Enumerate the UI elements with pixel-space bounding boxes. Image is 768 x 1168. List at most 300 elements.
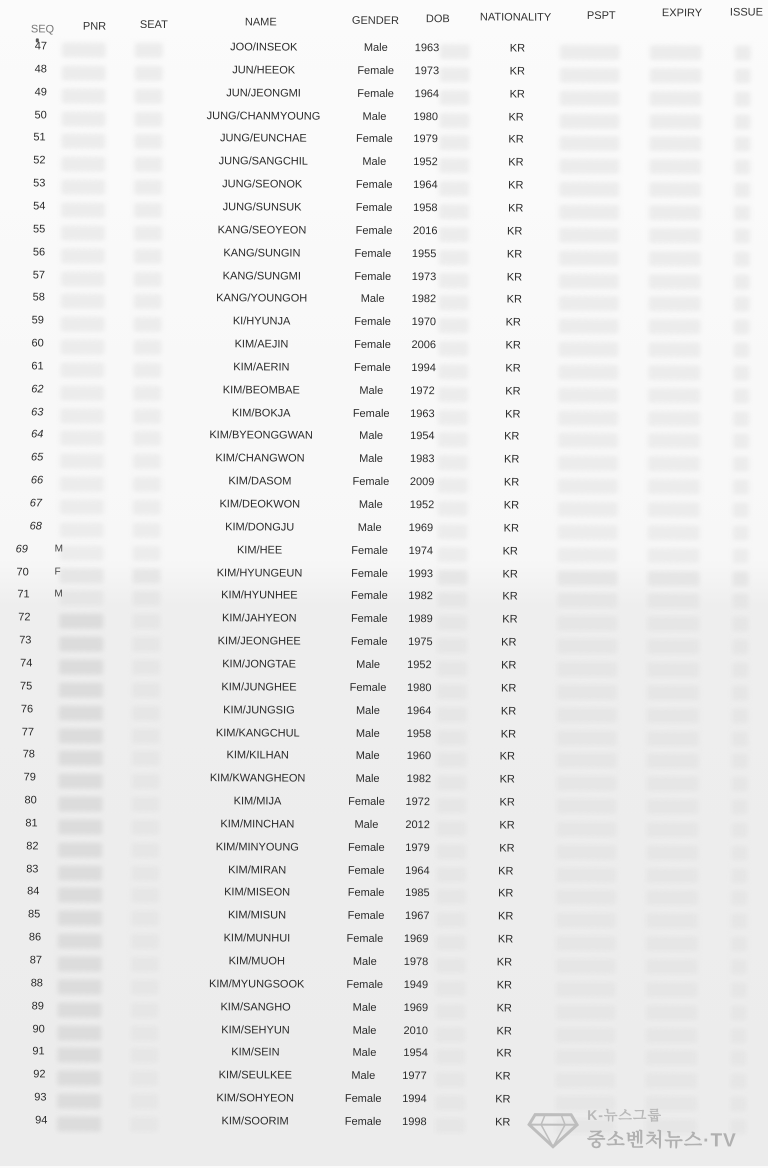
- redacted-cell: [59, 614, 103, 629]
- row-name: KIM/HEE: [237, 544, 282, 556]
- row-nationality: KR: [501, 705, 516, 717]
- row-dob: 1969: [409, 522, 434, 534]
- row-name: KANG/YOUNGOH: [216, 293, 307, 305]
- row-nationality: KR: [502, 614, 517, 626]
- table-row: [0, 429, 766, 454]
- row-nationality: KR: [508, 111, 523, 123]
- redacted-cell: [135, 43, 163, 58]
- row-name: KIM/MINCHAN: [220, 818, 294, 830]
- table-row: [0, 794, 765, 819]
- row-dob: 1985: [405, 887, 430, 899]
- table-row: [0, 566, 766, 591]
- table-row: [0, 474, 766, 499]
- row-gender: Female: [357, 65, 394, 77]
- watermark-line1: K-뉴스그룹: [587, 1105, 662, 1125]
- redacted-cell: [60, 454, 104, 469]
- row-gender: Male: [361, 293, 385, 305]
- row-name: KIM/MYUNGSOOK: [209, 978, 304, 990]
- redacted-cell: [646, 959, 698, 974]
- row-dob: 1952: [407, 659, 432, 671]
- row-gender: Female: [356, 225, 393, 237]
- redacted-cell: [732, 617, 748, 632]
- redacted-cell: [647, 662, 699, 677]
- redacted-cell: [559, 136, 619, 151]
- row-dob: 1969: [404, 1002, 429, 1014]
- row-name: KIM/AERIN: [233, 361, 289, 373]
- row-gender: Female: [353, 476, 390, 488]
- row-name: KIM/MISUN: [228, 910, 286, 922]
- row-dob: 1967: [405, 910, 430, 922]
- row-gender: Female: [351, 544, 388, 556]
- row-name: JOO/INSEOK: [230, 41, 297, 53]
- row-dob: 1949: [404, 979, 429, 991]
- redacted-cell: [436, 981, 466, 996]
- row-name: KIM/BEOMBAE: [223, 384, 300, 396]
- redacted-cell: [438, 341, 468, 356]
- redacted-cell: [556, 867, 616, 882]
- row-nationality: KR: [502, 568, 517, 580]
- redacted-cell: [731, 1005, 747, 1020]
- row-nationality: KR: [498, 934, 513, 946]
- row-seq: 57: [33, 269, 45, 281]
- redacted-cell: [134, 271, 162, 286]
- redacted-cell: [60, 545, 104, 560]
- row-seq: 81: [25, 817, 37, 829]
- redacted-cell: [132, 774, 160, 789]
- row-name: KIM/DASOM: [228, 475, 291, 487]
- redacted-cell: [731, 845, 747, 860]
- redacted-cell: [134, 203, 162, 218]
- row-seq: 71: [17, 589, 29, 601]
- row-gender: Male: [356, 750, 380, 762]
- row-nationality: KR: [504, 431, 519, 443]
- row-seq: 53: [33, 177, 45, 189]
- redacted-cell: [437, 775, 467, 790]
- row-name: KIM/KANGCHUL: [216, 727, 300, 739]
- row-dob: 1954: [410, 430, 435, 442]
- redacted-cell: [648, 548, 700, 563]
- row-dob: 1979: [405, 842, 430, 854]
- row-seq: 85: [28, 909, 40, 921]
- row-gender: Female: [348, 796, 385, 808]
- row-gender: Female: [356, 179, 393, 191]
- redacted-cell: [132, 568, 160, 583]
- row-nationality: KR: [497, 956, 512, 968]
- row-name: KIM/SANGHO: [220, 1001, 290, 1013]
- redacted-cell: [134, 180, 162, 195]
- row-nationality: KR: [504, 477, 519, 489]
- redacted-cell: [558, 365, 618, 380]
- redacted-cell: [649, 136, 701, 151]
- row-nationality: KR: [508, 180, 523, 192]
- redacted-cell: [733, 343, 749, 358]
- row-seq: 80: [24, 794, 36, 806]
- row-dob: 1972: [405, 796, 430, 808]
- row-seq: 76: [21, 703, 33, 715]
- row-name: KIM/HYUNHEE: [221, 590, 297, 602]
- redacted-cell: [437, 753, 467, 768]
- row-nationality: KR: [507, 248, 522, 260]
- redacted-cell: [131, 888, 159, 903]
- redacted-cell: [58, 797, 102, 812]
- redacted-cell: [61, 180, 105, 195]
- redacted-cell: [732, 571, 748, 586]
- redacted-cell: [130, 1025, 158, 1040]
- row-dob: 1998: [402, 1116, 427, 1128]
- redacted-cell: [59, 705, 103, 720]
- row-dob: 1980: [413, 111, 438, 123]
- row-seq: 59: [32, 315, 44, 327]
- redacted-cell: [560, 68, 620, 83]
- redacted-cell: [437, 570, 467, 585]
- row-name: KANG/SEOYEON: [218, 224, 307, 236]
- row-name: JUNG/SEONOK: [222, 178, 302, 190]
- row-name: JUNG/CHANMYOUNG: [207, 110, 321, 122]
- row-seq: 64: [31, 429, 43, 441]
- row-name: JUNG/EUNCHAE: [220, 133, 307, 145]
- row-dob: 1982: [407, 773, 432, 785]
- redacted-cell: [438, 410, 468, 425]
- table-row: [0, 909, 764, 934]
- row-name: KIM/JAHYEON: [222, 612, 297, 624]
- redacted-cell: [134, 226, 162, 241]
- redacted-cell: [647, 593, 699, 608]
- redacted-cell: [647, 639, 699, 654]
- row-gender: Male: [358, 522, 382, 534]
- redacted-cell: [59, 774, 103, 789]
- redacted-cell: [58, 957, 102, 972]
- row-gender: Male: [356, 704, 380, 716]
- header-pnr: PNR: [83, 21, 106, 33]
- redacted-cell: [647, 776, 699, 791]
- redacted-cell: [440, 67, 470, 82]
- table-row: [0, 360, 766, 385]
- manifest-rows: [0, 0, 768, 2]
- row-gender: Female: [345, 1116, 382, 1128]
- redacted-cell: [59, 751, 103, 766]
- table-row: [0, 634, 765, 659]
- row-dob: 1955: [412, 248, 437, 260]
- row-name: KIM/SOHYEON: [216, 1092, 294, 1104]
- row-gender: Female: [348, 887, 385, 899]
- redacted-cell: [733, 525, 749, 540]
- diamond-logo-icon: [527, 1111, 579, 1149]
- redacted-cell: [439, 158, 469, 173]
- row-nationality: KR: [502, 591, 517, 603]
- row-name: KIM/MINYOUNG: [216, 841, 299, 853]
- redacted-cell: [731, 800, 747, 815]
- header-seq: SEQ: [31, 23, 54, 35]
- redacted-cell: [556, 844, 616, 859]
- redacted-cell: [733, 411, 749, 426]
- row-gender: Female: [351, 567, 388, 579]
- redacted-cell: [134, 248, 162, 263]
- table-row: [0, 886, 764, 911]
- redacted-cell: [732, 662, 748, 677]
- redacted-cell: [557, 662, 617, 677]
- redacted-cell: [734, 160, 750, 175]
- row-name: KIM/BOKJA: [232, 407, 291, 419]
- table-row: [0, 292, 767, 317]
- redacted-cell: [648, 479, 700, 494]
- row-nationality: KR: [496, 1025, 511, 1037]
- redacted-cell: [133, 386, 161, 401]
- redacted-cell: [131, 957, 159, 972]
- row-seq: 92: [33, 1069, 45, 1081]
- redacted-cell: [62, 88, 106, 103]
- redacted-cell: [134, 111, 162, 126]
- redacted-cell: [734, 274, 750, 289]
- row-dob: 2010: [403, 1025, 428, 1037]
- redacted-cell: [436, 821, 466, 836]
- row-dob: 1958: [407, 728, 432, 740]
- row-name: KIM/MUNHUI: [224, 932, 291, 944]
- row-gender: Female: [350, 682, 387, 694]
- redacted-cell: [134, 294, 162, 309]
- row-dob: 1972: [410, 385, 435, 397]
- row-name: JUN/JEONGMI: [226, 87, 301, 99]
- redacted-cell: [731, 959, 747, 974]
- row-nationality: KR: [501, 637, 516, 649]
- redacted-cell: [437, 707, 467, 722]
- header-pspt: PSPT: [587, 10, 616, 22]
- redacted-cell: [132, 660, 160, 675]
- redacted-cell: [60, 408, 104, 423]
- row-name: KIM/SEHYUN: [221, 1024, 290, 1036]
- row-dob: 1982: [412, 293, 437, 305]
- row-pnr-fragment: M: [54, 589, 62, 600]
- row-seq: 78: [23, 749, 35, 761]
- redacted-cell: [60, 385, 104, 400]
- row-nationality: KR: [495, 1094, 510, 1106]
- redacted-cell: [555, 1073, 615, 1088]
- redacted-cell: [435, 1095, 465, 1110]
- table-row: [0, 863, 764, 888]
- table-row: [0, 132, 767, 157]
- redacted-cell: [61, 317, 105, 332]
- row-name: KANG/SUNGMI: [223, 270, 301, 282]
- row-seq: 94: [35, 1114, 47, 1126]
- redacted-cell: [61, 157, 105, 172]
- redacted-cell: [57, 1116, 101, 1131]
- row-seq: 70: [16, 566, 28, 578]
- row-dob: 1963: [415, 42, 440, 54]
- row-gender: Female: [354, 339, 391, 351]
- redacted-cell: [57, 1094, 101, 1109]
- row-nationality: KR: [501, 728, 516, 740]
- redacted-cell: [730, 1051, 746, 1066]
- row-seq: 68: [30, 520, 42, 532]
- redacted-cell: [646, 936, 698, 951]
- redacted-cell: [555, 1027, 615, 1042]
- row-dob: 1982: [408, 590, 433, 602]
- redacted-cell: [645, 1073, 697, 1088]
- row-seq: 72: [18, 612, 30, 624]
- table-row: [0, 406, 766, 431]
- redacted-cell: [559, 159, 619, 174]
- row-nationality: KR: [504, 499, 519, 511]
- row-seq: 52: [33, 155, 45, 167]
- row-gender: Female: [357, 88, 394, 100]
- row-seq: 79: [24, 772, 36, 784]
- redacted-cell: [646, 868, 698, 883]
- row-name: JUNG/SANGCHIL: [219, 155, 308, 167]
- row-name: KIM/SEIN: [231, 1047, 279, 1059]
- row-gender: Female: [351, 636, 388, 648]
- redacted-cell: [734, 320, 750, 335]
- redacted-cell: [558, 456, 618, 471]
- redacted-cell: [733, 434, 749, 449]
- row-dob: 1952: [413, 156, 438, 168]
- row-dob: 1975: [408, 636, 433, 648]
- table-row: [0, 1000, 764, 1025]
- redacted-cell: [436, 798, 466, 813]
- row-nationality: KR: [505, 385, 520, 397]
- redacted-cell: [134, 134, 162, 149]
- redacted-cell: [61, 248, 105, 263]
- row-nationality: KR: [508, 202, 523, 214]
- redacted-cell: [133, 340, 161, 355]
- row-seq: 93: [34, 1092, 46, 1104]
- row-dob: 1994: [411, 362, 436, 374]
- redacted-cell: [437, 638, 467, 653]
- redacted-cell: [731, 914, 747, 929]
- row-gender: Male: [354, 819, 378, 831]
- row-nationality: KR: [501, 682, 516, 694]
- row-seq: 55: [33, 223, 45, 235]
- row-gender: Male: [351, 1070, 375, 1082]
- row-seq: 67: [30, 497, 42, 509]
- row-gender: Female: [347, 933, 384, 945]
- redacted-cell: [732, 708, 748, 723]
- redacted-cell: [558, 342, 618, 357]
- redacted-cell: [132, 751, 160, 766]
- redacted-cell: [436, 958, 466, 973]
- row-dob: 2012: [405, 819, 430, 831]
- redacted-cell: [733, 548, 749, 563]
- table-row: [0, 497, 766, 522]
- redacted-cell: [57, 1025, 101, 1040]
- row-name: KIM/SEULKEE: [219, 1069, 292, 1081]
- redacted-cell: [557, 616, 617, 631]
- row-seq: 90: [32, 1023, 44, 1035]
- row-nationality: KR: [508, 134, 523, 146]
- row-gender: Male: [353, 1024, 377, 1036]
- redacted-cell: [439, 273, 469, 288]
- redacted-cell: [649, 251, 701, 266]
- row-seq: 91: [32, 1046, 44, 1058]
- redacted-cell: [558, 502, 618, 517]
- row-pnr-fragment: M: [55, 543, 63, 554]
- table-row: [0, 657, 765, 682]
- redacted-cell: [437, 730, 467, 745]
- redacted-cell: [131, 980, 159, 995]
- redacted-cell: [133, 546, 161, 561]
- redacted-cell: [734, 228, 750, 243]
- redacted-cell: [649, 205, 701, 220]
- redacted-cell: [649, 296, 701, 311]
- redacted-cell: [647, 571, 699, 586]
- header-nationality: NATIONALITY: [480, 11, 551, 23]
- redacted-cell: [649, 274, 701, 289]
- redacted-cell: [61, 225, 105, 240]
- redacted-cell: [133, 477, 161, 492]
- redacted-cell: [437, 684, 467, 699]
- table-row: [0, 977, 764, 1002]
- row-dob: 1958: [413, 202, 438, 214]
- row-nationality: KR: [505, 362, 520, 374]
- redacted-cell: [130, 1094, 158, 1109]
- table-row: [0, 589, 765, 614]
- row-name: KANG/SUNGIN: [223, 247, 300, 259]
- redacted-cell: [439, 181, 469, 196]
- redacted-cell: [649, 319, 701, 334]
- redacted-cell: [438, 478, 468, 493]
- redacted-cell: [648, 502, 700, 517]
- row-seq: 83: [26, 863, 38, 875]
- redacted-cell: [558, 387, 618, 402]
- row-nationality: KR: [500, 751, 515, 763]
- row-dob: 1993: [408, 568, 433, 580]
- row-name: KIM/MIRAN: [228, 864, 286, 876]
- table-row: [0, 680, 765, 705]
- redacted-cell: [732, 754, 748, 769]
- row-nationality: KR: [504, 522, 519, 534]
- redacted-cell: [556, 890, 616, 905]
- row-nationality: KR: [503, 545, 518, 557]
- redacted-cell: [58, 934, 102, 949]
- redacted-cell: [133, 454, 161, 469]
- redacted-cell: [558, 479, 618, 494]
- row-nationality: KR: [500, 774, 515, 786]
- redacted-cell: [435, 1027, 465, 1042]
- row-nationality: KR: [510, 88, 525, 100]
- redacted-cell: [647, 753, 699, 768]
- row-dob: 1954: [403, 1047, 428, 1059]
- row-nationality: KR: [495, 1071, 510, 1083]
- table-row: [0, 337, 767, 362]
- redacted-cell: [648, 388, 700, 403]
- redacted-cell: [131, 911, 159, 926]
- row-dob: 1964: [405, 865, 430, 877]
- redacted-cell: [558, 433, 618, 448]
- redacted-cell: [435, 1072, 465, 1087]
- header-gender: GENDER: [352, 15, 399, 27]
- row-gender: Female: [355, 247, 392, 259]
- redacted-cell: [556, 982, 616, 997]
- redacted-cell: [559, 319, 619, 334]
- row-seq: 65: [31, 452, 43, 464]
- table-row: [0, 749, 765, 774]
- redacted-cell: [132, 705, 160, 720]
- redacted-cell: [133, 523, 161, 538]
- redacted-cell: [734, 137, 750, 152]
- table-row: [0, 543, 766, 568]
- redacted-cell: [646, 891, 698, 906]
- redacted-cell: [735, 45, 751, 60]
- row-dob: 1980: [407, 682, 432, 694]
- redacted-cell: [61, 271, 105, 286]
- row-dob: 1973: [412, 271, 437, 283]
- redacted-cell: [646, 1005, 698, 1020]
- redacted-cell: [439, 318, 469, 333]
- row-seq: 62: [31, 383, 43, 395]
- row-seq: 48: [35, 63, 47, 75]
- table-row: [0, 246, 767, 271]
- redacted-cell: [131, 797, 159, 812]
- row-nationality: KR: [507, 271, 522, 283]
- redacted-cell: [559, 227, 619, 242]
